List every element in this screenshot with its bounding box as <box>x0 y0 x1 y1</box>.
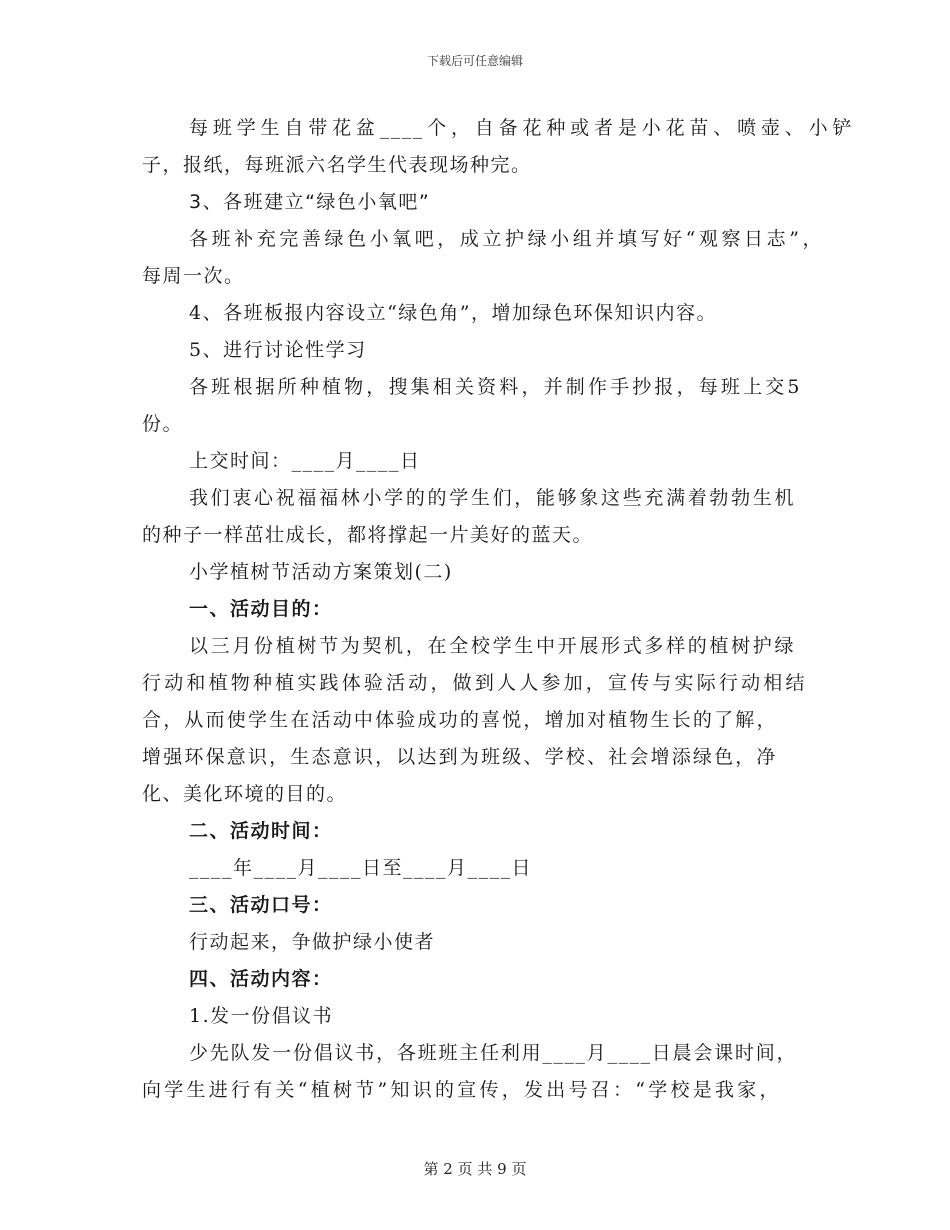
activity-date-line: ____年____月____日至____月____日 <box>189 857 533 879</box>
paragraph-line: 每班学生自带花盆____个，自备花种或者是小花苗、喷壶、小铲 <box>189 117 853 139</box>
content-item-1: 1.发一份倡议书 <box>189 1005 334 1027</box>
heading-slogan: 三、活动口号： <box>189 894 333 916</box>
paragraph-line: 合，从而使学生在活动中体验成功的喜悦，增加对植物生长的了解， <box>142 709 777 731</box>
paragraph-line: 以三月份植树节为契机，在全校学生中开展形式多样的植树护绿 <box>189 635 795 657</box>
heading-content: 四、活动内容： <box>189 968 333 990</box>
paragraph-line: 子，报纸，每班派六名学生代表现场种完。 <box>142 154 532 176</box>
heading-time: 二、活动时间： <box>189 820 333 842</box>
paragraph-line: 份。 <box>142 413 184 435</box>
section-item-4: 4、各班板报内容设立“绿色角”，增加绿色环保知识内容。 <box>189 302 718 324</box>
page-header-note: 下载后可任意编辑 <box>426 54 523 68</box>
paragraph-line: 每周一次。 <box>142 265 245 287</box>
paragraph-line: 我们衷心祝福福林小学的的学生们，能够象这些充满着勃勃生机 <box>189 487 795 509</box>
section-item-5: 5、进行讨论性学习 <box>189 339 367 361</box>
section-item-3: 3、各班建立“绿色小氧吧” <box>189 191 431 213</box>
paragraph-line: 增强环保意识，生态意识，以达到为班级、学校、社会增添绿色，净 <box>142 746 777 768</box>
paragraph-line: 向学生进行有关“植树节”知识的宣传，发出号召：“学校是我家， <box>142 1079 780 1101</box>
heading-purpose: 一、活动目的： <box>189 598 333 620</box>
page-number-footer: 第 2 页 共 9 页 <box>423 1160 527 1178</box>
paragraph-line: 行动和植物种植实践体验活动，做到人人参加，宣传与实际行动相结 <box>142 672 806 694</box>
slogan-text: 行动起来，争做护绿小使者 <box>189 931 436 953</box>
paragraph-line: 少先队发一份倡议书，各班班主任利用____月____日晨会课时间， <box>189 1042 797 1064</box>
paragraph-line: 各班根据所种植物，搜集相关资料，并制作手抄报，每班上交5 <box>189 376 801 398</box>
paragraph-line: 各班补充完善绿色小氧吧，成立护绿小组并填写好“观察日志”， <box>189 228 823 250</box>
submit-time-line: 上交时间：____月____日 <box>189 450 421 472</box>
paragraph-line: 化、美化环境的目的。 <box>142 783 348 805</box>
paragraph-line: 的种子一样茁壮成长，都将撑起一片美好的蓝天。 <box>142 524 594 546</box>
section-title-plan-two: 小学植树节活动方案策划(二) <box>189 561 453 583</box>
